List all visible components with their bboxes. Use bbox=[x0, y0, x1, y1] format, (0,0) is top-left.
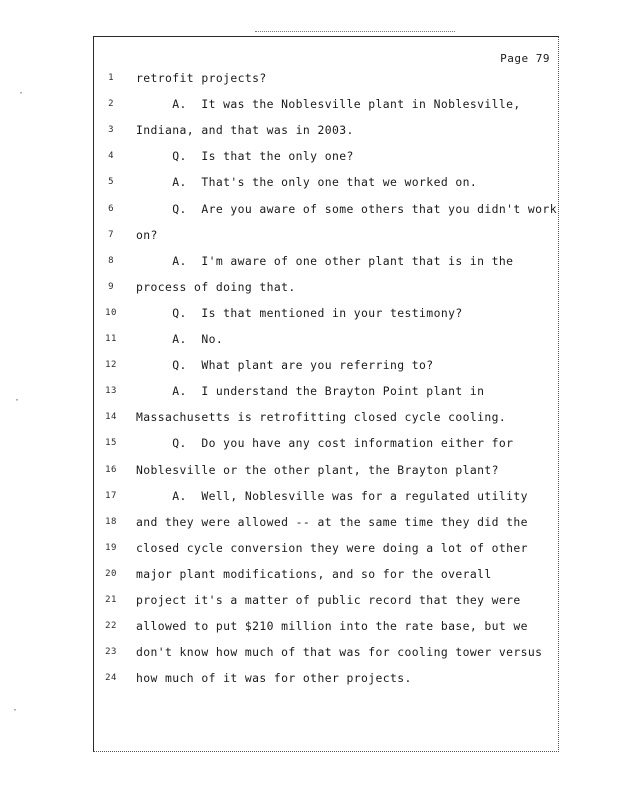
transcript-line bbox=[94, 463, 560, 483]
line-number: 2 bbox=[108, 99, 114, 110]
line-number: 8 bbox=[108, 255, 114, 266]
line-text: how much of it was for other projects. bbox=[136, 671, 412, 686]
line-text: don't know how much of that was for cooling tower versus bbox=[136, 645, 543, 660]
line-number: 14 bbox=[105, 412, 117, 423]
transcript-line bbox=[94, 358, 560, 378]
transcript-line bbox=[94, 489, 560, 509]
transcript-line bbox=[94, 436, 560, 456]
line-text: on? bbox=[136, 227, 158, 242]
line-text: closed cycle conversion they were doing a lot of other bbox=[136, 540, 528, 555]
line-number: 20 bbox=[105, 568, 117, 579]
line-number: 16 bbox=[105, 464, 117, 475]
line-text: Q. Are you aware of some others that you didn't work bbox=[136, 201, 557, 216]
line-number: 5 bbox=[108, 177, 114, 188]
transcript-line bbox=[94, 175, 560, 195]
line-number: 6 bbox=[108, 203, 114, 214]
transcript-line bbox=[94, 410, 560, 430]
transcript-line bbox=[94, 149, 560, 169]
transcript-line bbox=[94, 280, 560, 300]
transcript-line bbox=[94, 567, 560, 587]
transcript-line bbox=[94, 306, 560, 326]
line-number: 12 bbox=[105, 360, 117, 371]
transcript-line bbox=[94, 645, 560, 665]
line-text: A. I understand the Brayton Point plant in bbox=[136, 384, 485, 399]
line-number: 7 bbox=[108, 229, 114, 240]
transcript-line bbox=[94, 332, 560, 352]
line-text: A. That's the only one that we worked on. bbox=[136, 175, 478, 190]
line-number: 1 bbox=[108, 73, 114, 83]
line-text: Noblesville or the other plant, the Brayton plant? bbox=[136, 462, 499, 477]
margin-mark: · bbox=[12, 705, 19, 716]
line-text: Indiana, and that was in 2003. bbox=[136, 123, 354, 138]
line-text: A. I'm aware of one other plant that is in the bbox=[136, 253, 514, 268]
line-text: and they were allowed -- at the same time they did the bbox=[136, 514, 528, 529]
transcript-line bbox=[94, 619, 560, 639]
line-text: allowed to put $210 million into the rate base, but we bbox=[136, 619, 528, 634]
line-number: 13 bbox=[105, 386, 117, 397]
transcript-line bbox=[94, 123, 560, 143]
line-number: 15 bbox=[105, 438, 117, 449]
transcript-line bbox=[94, 228, 560, 248]
line-number: 23 bbox=[105, 647, 117, 658]
line-number: 11 bbox=[105, 334, 117, 344]
transcript-line bbox=[94, 541, 560, 561]
line-number: 10 bbox=[105, 307, 117, 318]
line-text: process of doing that. bbox=[136, 279, 296, 294]
line-text: Massachusetts is retrofitting closed cycle cooling. bbox=[136, 410, 507, 425]
transcript-line bbox=[94, 671, 560, 691]
line-number: 3 bbox=[108, 125, 114, 136]
transcript-line bbox=[94, 593, 560, 613]
line-text: major plant modifications, and so for the overall bbox=[136, 566, 492, 581]
line-text: Q. Do you have any cost information either for bbox=[136, 436, 514, 451]
transcript-line bbox=[94, 515, 560, 535]
line-text: Q. What plant are you referring to? bbox=[136, 358, 434, 373]
transcript-line bbox=[94, 254, 560, 274]
line-text: retrofit projects? bbox=[136, 71, 267, 85]
line-text: A. Well, Noblesville was for a regulated utility bbox=[136, 488, 528, 503]
margin-mark: · bbox=[14, 395, 21, 406]
page-number: Page 79 bbox=[500, 52, 550, 65]
line-number: 22 bbox=[105, 621, 117, 632]
margin-mark: · bbox=[18, 88, 25, 99]
line-text: project it's a matter of public record that they were bbox=[136, 593, 521, 607]
line-text: Q. Is that the only one? bbox=[136, 149, 354, 164]
transcript-line bbox=[94, 71, 560, 91]
line-text: A. No. bbox=[136, 332, 224, 346]
transcript-line bbox=[94, 202, 560, 222]
line-number: 21 bbox=[105, 595, 117, 605]
line-number: 19 bbox=[105, 542, 117, 553]
line-number: 17 bbox=[105, 490, 117, 501]
transcript-page bbox=[93, 36, 559, 752]
line-number: 9 bbox=[108, 281, 114, 292]
line-text: A. It was the Noblesville plant in Noblesville, bbox=[136, 97, 521, 112]
line-number: 18 bbox=[105, 516, 117, 527]
line-number: 4 bbox=[108, 151, 114, 162]
transcript-line bbox=[94, 384, 560, 404]
line-number: 24 bbox=[105, 673, 117, 684]
transcript-line bbox=[94, 97, 560, 117]
scan-artifact-top bbox=[255, 31, 455, 34]
line-text: Q. Is that mentioned in your testimony? bbox=[136, 305, 463, 320]
